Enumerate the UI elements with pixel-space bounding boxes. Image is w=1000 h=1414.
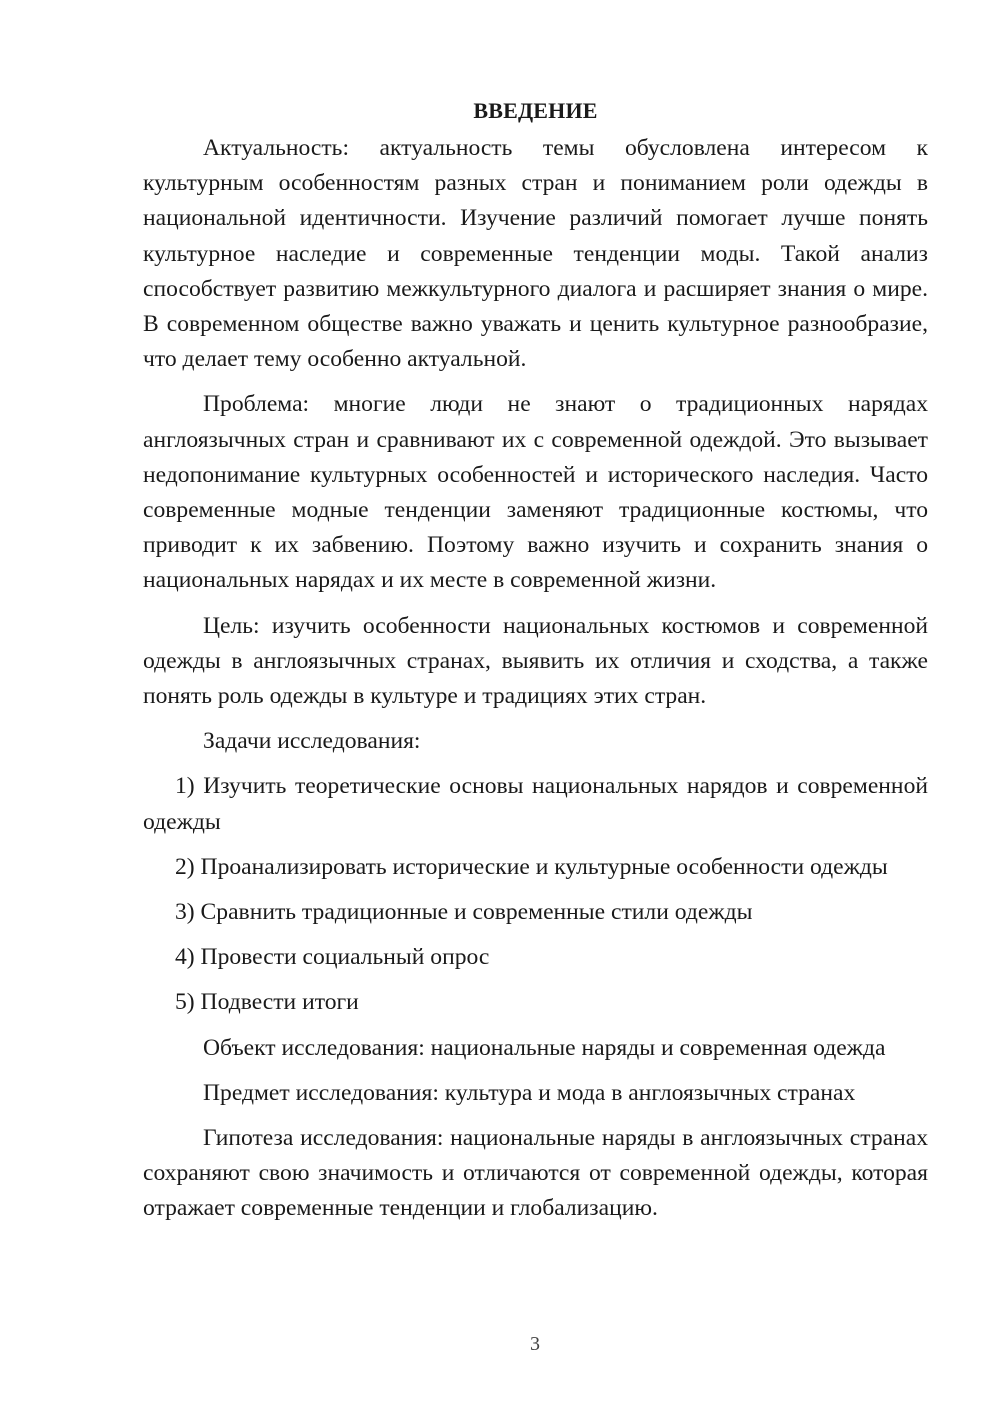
page-number: 3 [530, 1333, 540, 1355]
tasks-list [143, 769, 928, 1020]
subject-line: Предмет исследования: культура и мода в англоязычных странах [203, 1079, 856, 1106]
task-item: 3) Сравнить традиционные и современные стили одежды [175, 899, 753, 926]
task-item: 2) Проанализировать исторические и культурные особенности одежды [175, 853, 888, 880]
task-item: 1) Изучить теоретические основы национальных нарядов и современной одежды [143, 773, 928, 835]
problem-paragraph: Проблема: многие люди не знают о традиционных нарядах англоязычных стран и сравнивают их с современной одеждой. Это вызывает недопонимание культурных особенностей и исторического наследия. Часто современные модные тенденции заменяют традиционные костюмы, что приводит к их забвению. Поэтому важно изучить и сохранить знания о национальных нарядах и их месте в современной жизни. [143, 391, 928, 594]
task-item: 4) Провести социальный опрос [175, 944, 490, 971]
goal-paragraph: Цель: изучить особенности национальных костюмов и современной одежды в англоязычных странах, выявить их отличия и сходства, а также понять роль одежды в культуре и традициях этих стран. [143, 612, 928, 710]
hypothesis-paragraph: Гипотеза исследования: национальные наряды в англоязычных странах сохраняют свою значимость и отличаются от современной одежды, которая отражает современные тенденции и глобализацию. [143, 1125, 928, 1222]
document-page [143, 96, 928, 1237]
section-title: ВВЕДЕНИЕ [473, 98, 598, 123]
object-line: Объект исследования: национальные наряды и современная одежда [203, 1034, 886, 1061]
relevance-paragraph: Актуальность: актуальность темы обусловлена интересом к культурным особенностям разных стран и пониманием роли одежды в национальной идентичности. Изучение различий помогает лучше понять культурное наследие и современные тенденции моды. Такой анализ способствует развитию межкультурного диалога и расширяет знания о мире. В современном обществе важно уважать и ценить культурное разнообразие, что делает тему особенно актуальной. [143, 135, 928, 373]
tasks-heading: Задачи исследования: [203, 728, 421, 755]
task-item: 5) Подвести итоги [175, 989, 359, 1016]
